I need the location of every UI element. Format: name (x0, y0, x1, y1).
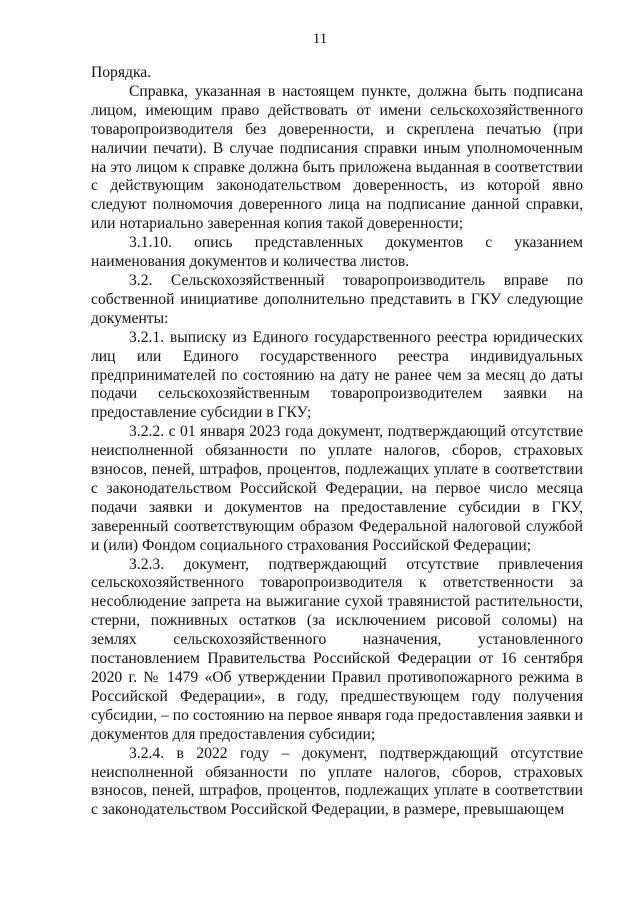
page-number: 11 (312, 31, 328, 47)
paragraph-signature-note: Справка, указанная в настоящем пункте, должна быть подписана лицом, имеющим право действовать от имени сельскохозяйственного товаропроизводителя без доверенности, и скреплена печатью (при наличии печати). В случае подписания справки иным уполномоченным на это лицом к справке должна быть приложена выданная в соответствии с действующим законодательством доверенность, из которой явно следуют полномочия доверенного лица на подписание данной справки, или нотариально заверенная копия такой доверенности; (91, 82, 583, 233)
paragraph-1: Порядка. (91, 64, 152, 81)
paragraph-3-2-2: 3.2.2. с 01 января 2023 года документ, подтверждающий отсутствие неисполненной обязанности по уплате налогов, сборов, страховых взносов, пеней, штрафов, процентов, подлежащих уплате в соответствии с законодательством Российской Федерации, на первое число месяца подачи заявки и документов на предоставление субсидии в ГКУ, заверенный соответствующим образом Федеральной налоговой службой и (или) Фондом социального страхования Российской Федерации; (91, 423, 583, 554)
paragraph-3-2-4: 3.2.4. в 2022 году – документ, подтверждающий отсутствие неисполненной обязанности по уплате налогов, сборов, страховых взносов, пеней, штрафов, процентов, подлежащих уплате в соответствии с законодательством Российской Федерации, в размере, превышающем (91, 744, 583, 819)
paragraph-3-2-3: 3.2.3. документ, подтверждающий отсутствие привлечения сельскохозяйственного товаропроизводителя к ответственности за несоблюдение запрета на выжигание сухой травянистой растительности, стерни, пожнивных остатков (за исключением рисовой соломы) на землях сельскохозяйственного назначения, установленного постановлением Правительства Российской Федерации от 16 сентября 2020 г. № 1479 «Об утверждении Правил противопожарного режима в Российской Федерации», в году, предшествующем году получения субсидии, – по состоянию на первое января года предоставления заявки и документов для предоставления субсидии; (91, 555, 583, 743)
paragraph-3-2: 3.2. Сельскохозяйственный товаропроизводитель вправе по собственной инициативе дополнительно представить в ГКУ следующие документы: (91, 271, 583, 327)
paragraph-3-1-10: 3.1.10. опись представленных документов с указанием наименования документов и количества листов. (91, 234, 583, 271)
document-body (91, 64, 583, 820)
paragraph-3-2-1: 3.2.1. выписку из Единого государственного реестра юридических лиц или Единого государственного реестра индивидуальных предпринимателей по состоянию на дату не ранее чем за месяц до даты подачи сельскохозяйственным товаропроизводителем заявки на предоставление субсидии в ГКУ; (91, 328, 583, 422)
